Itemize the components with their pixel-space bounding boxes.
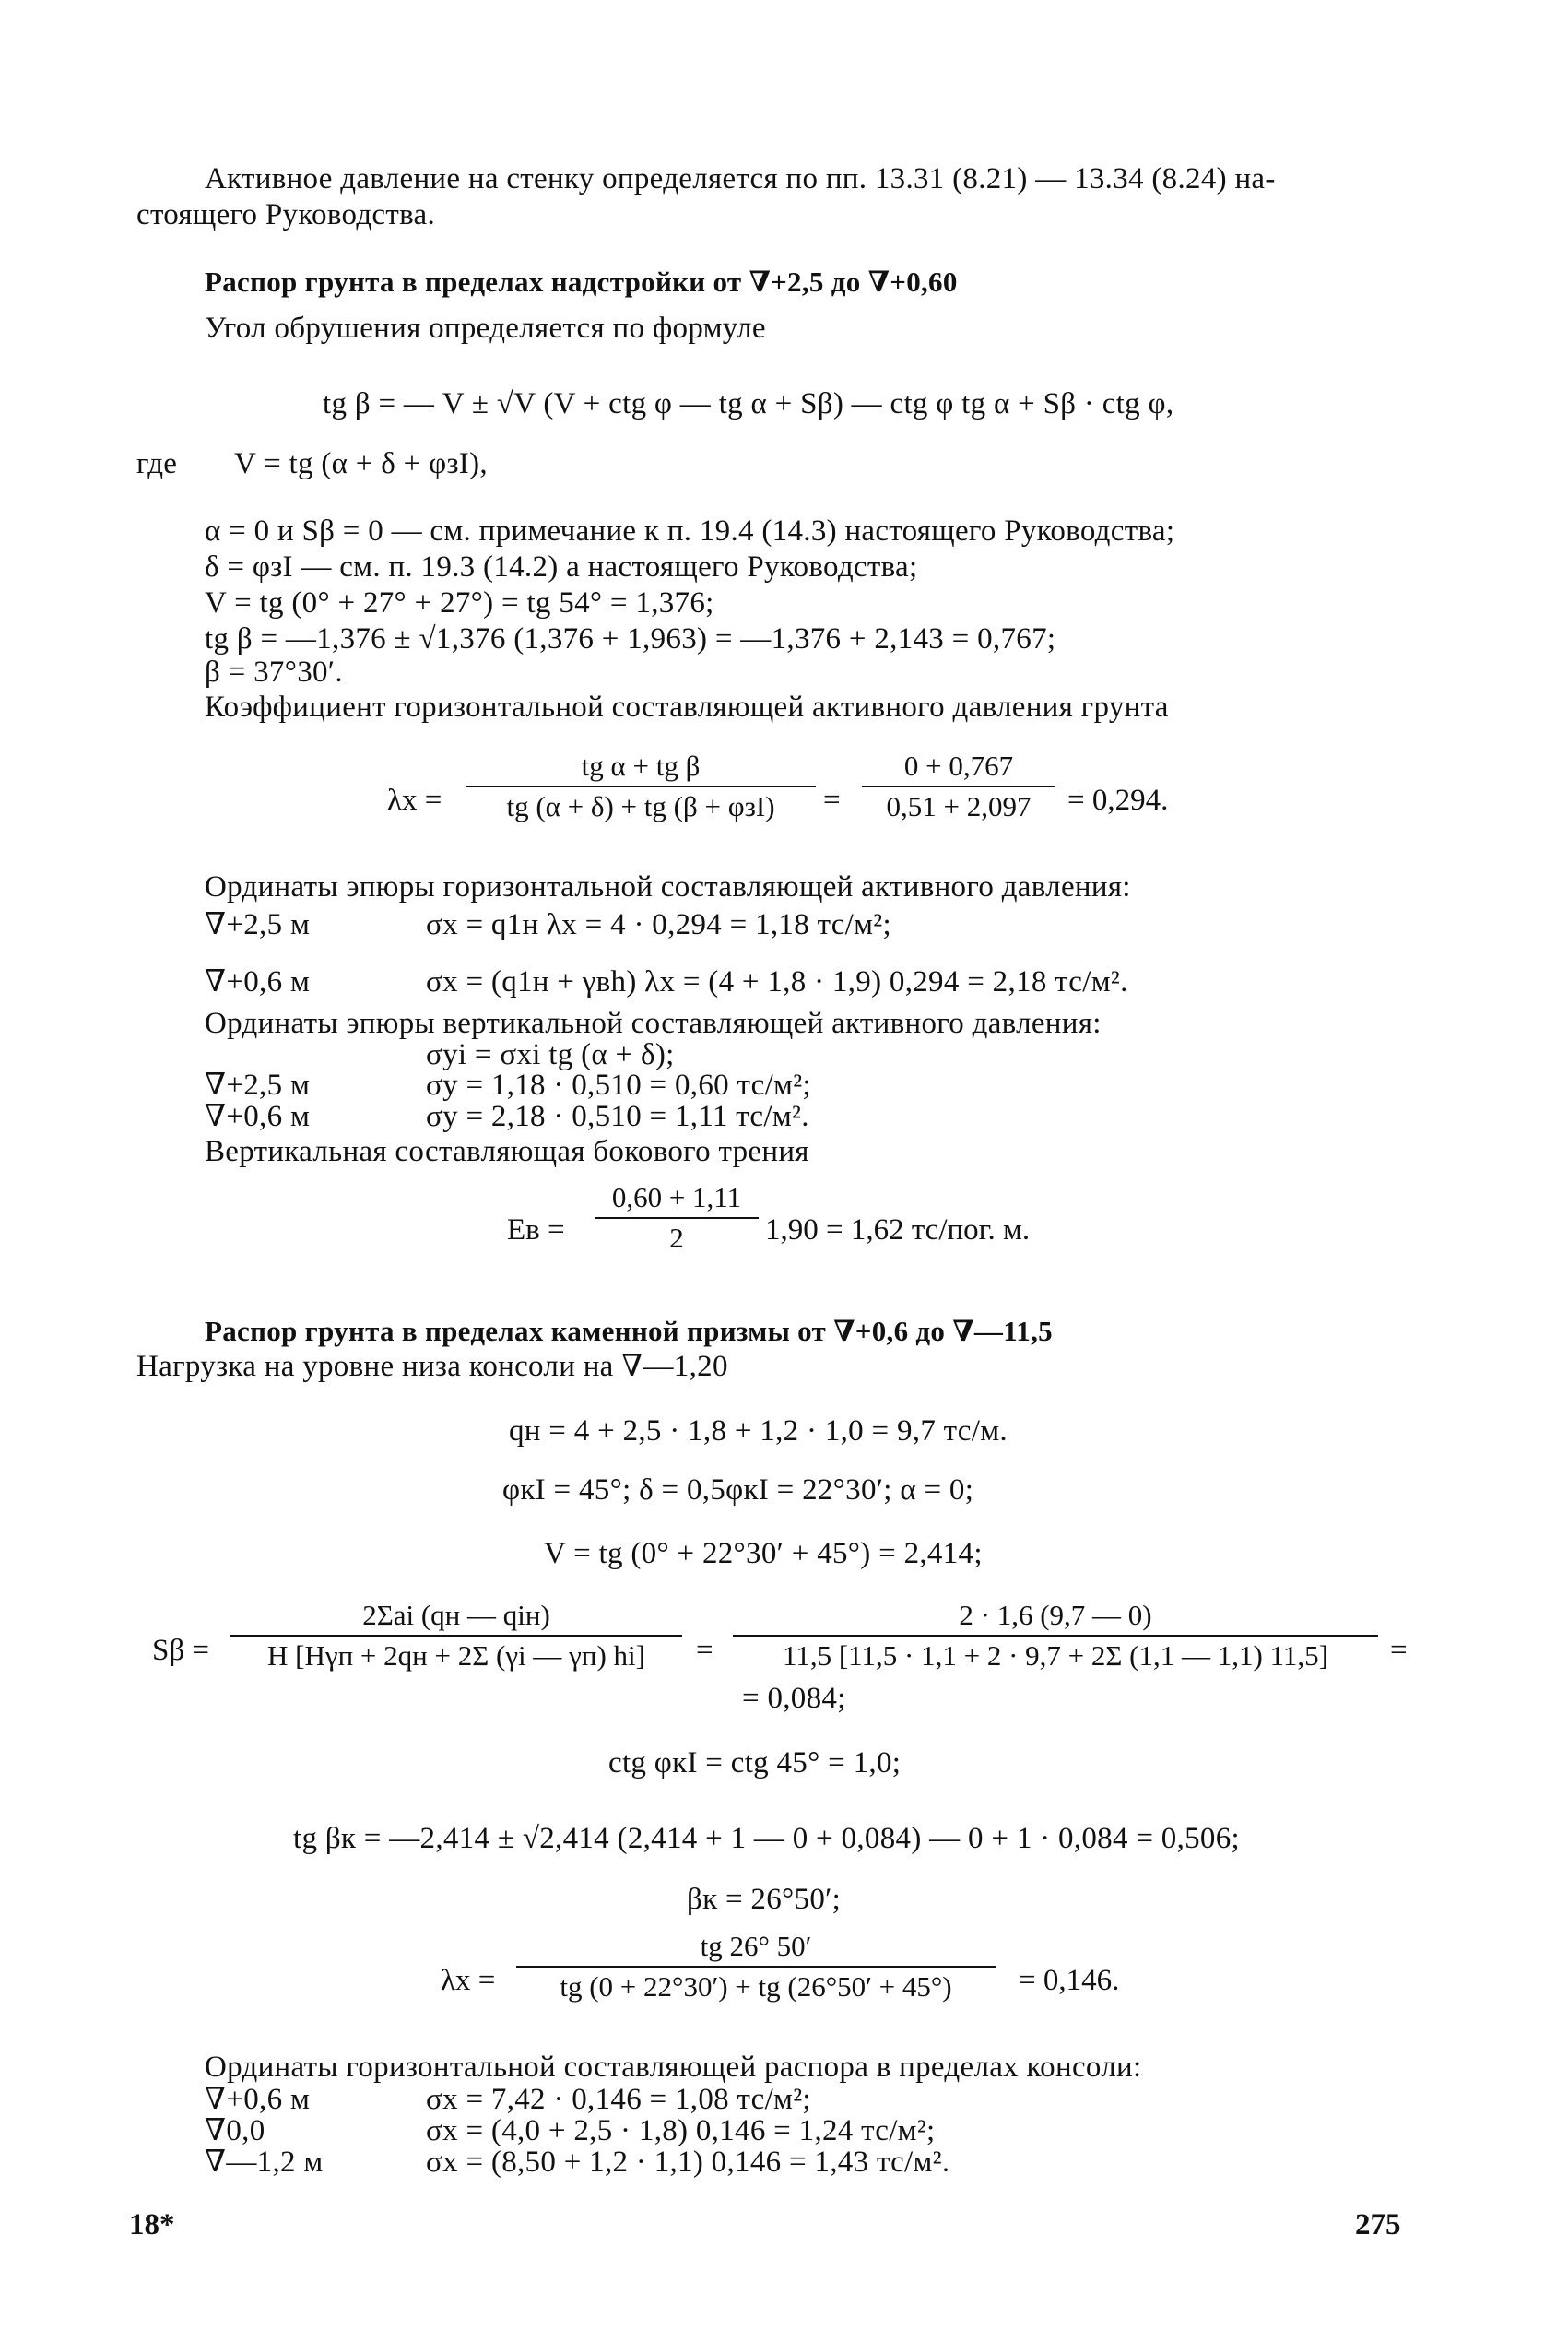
ord-level-2: ∇0,0 — [205, 2114, 265, 2147]
sb-fraction-2 — [733, 1598, 1378, 1673]
ord-v-level-1: ∇+2,5 м — [205, 1069, 311, 1102]
where-v: V = tg (α + δ + φзI), — [234, 447, 488, 480]
lambda2-den: tg (0 + 22°30′) + tg (26°50′ + 45°) — [560, 1970, 952, 2003]
ord-expr-3: σx = (8,50 + 1,2 · 1,1) 0,146 = 1,43 тс/м². — [426, 2146, 950, 2179]
line-alpha: α = 0 и Sβ = 0 — см. примечание к п. 19.4 (14.3) настоящего Руководства; — [205, 514, 1175, 548]
sb-den-1: H [Hγп + 2qн + 2Σ (γi — γп) hi] — [267, 1639, 645, 1672]
fraction-bar — [466, 786, 816, 787]
ctg-formula: ctg φкI = ctg 45° = 1,0; — [608, 1746, 902, 1779]
ord-v-expr-1: σy = 1,18 · 0,510 = 0,60 тс/м²; — [426, 1069, 811, 1102]
ord-h-level-1: ∇+2,5 м — [205, 908, 311, 941]
lambda-fraction-2 — [862, 749, 1055, 824]
page-number: 275 — [1355, 2208, 1401, 2241]
lambda2-fraction — [516, 1929, 996, 2004]
lambda2-result: = 0,146. — [1019, 1964, 1120, 1997]
sb-fraction-1 — [230, 1598, 682, 1673]
ord-h-intro: Ординаты эпюры горизонтальной составляющей активного давления: — [205, 870, 1131, 904]
ord-expr-2: σx = (4,0 + 2,5 · 1,8) 0,146 = 1,24 тс/м²; — [426, 2114, 936, 2147]
lambda-result: = 0,294. — [1067, 784, 1169, 817]
section-1-heading: Распор грунта в пределах надстройки от ∇+2,5 до ∇+0,60 — [205, 266, 958, 298]
line-tg-beta: tg β = —1,376 ± √1,376 (1,376 + 1,963) = —1,376 + 2,143 = 0,767; — [205, 622, 1056, 656]
lambda-num-2: 0 + 0,767 — [903, 750, 1014, 782]
lambda2-lhs: λx = — [441, 1964, 496, 1997]
fraction-bar — [733, 1635, 1378, 1637]
friction-intro: Вертикальная составляющая бокового трения — [205, 1135, 809, 1168]
lambda-fraction-1 — [466, 749, 816, 824]
sb-den-2: 11,5 [11,5 · 1,1 + 2 · 9,7 + 2Σ (1,1 — 1,1) 11,5] — [783, 1639, 1328, 1672]
ord-intro: Ординаты горизонтальной составляющей распора в пределах консоли: — [205, 2051, 1142, 2084]
ord-h-expr-1: σx = q1н λx = 4 · 0,294 = 1,18 тс/м²; — [426, 908, 891, 941]
ord-expr-1: σx = 7,42 · 0,146 = 1,08 тс/м²; — [426, 2083, 811, 2116]
lambda-den-2: 0,51 + 2,097 — [886, 790, 1032, 822]
where-label: где — [136, 447, 178, 480]
sb-eq: = — [696, 1634, 713, 1667]
sb-num-2: 2 · 1,6 (9,7 — 0) — [959, 1599, 1152, 1631]
sb-result: = 0,084; — [742, 1682, 846, 1715]
ev-den: 2 — [669, 1222, 684, 1254]
ord-v-expr-2: σy = 2,18 · 0,510 = 1,11 тс/м². — [426, 1100, 809, 1133]
ord-v-level-2: ∇+0,6 м — [205, 1100, 311, 1133]
intro-line-1: Активное давление на стенку определяется по пп. 13.31 (8.21) — 13.34 (8.24) на- — [205, 162, 1276, 195]
line-v: V = tg (0° + 27° + 27°) = tg 54° = 1,376; — [205, 586, 714, 620]
fraction-bar — [230, 1635, 682, 1637]
sb-num-1: 2Σai (qн — qiн) — [362, 1599, 550, 1631]
ord-h-level-2: ∇+0,6 м — [205, 965, 311, 999]
lambda-den-1: tg (α + δ) + tg (β + φзI) — [506, 790, 775, 822]
lambda-num-1: tg α + tg β — [581, 750, 701, 782]
fraction-bar — [862, 786, 1055, 787]
fraction-bar — [595, 1217, 759, 1219]
ord-h-expr-2: σx = (q1н + γвh) λx = (4 + 1,8 · 1,9) 0,294 = 2,18 тс/м². — [426, 965, 1128, 999]
lambda-lhs: λx = — [387, 784, 442, 817]
ev-num: 0,60 + 1,11 — [611, 1181, 742, 1213]
lambda-eq: = — [823, 784, 841, 817]
beta-k: βк = 26°50′; — [687, 1883, 842, 1916]
phi-formula: φкI = 45°; δ = 0,5φкI = 22°30′; α = 0; — [502, 1473, 974, 1507]
signature-mark: 18* — [129, 2208, 175, 2241]
ord-level-3: ∇—1,2 м — [205, 2146, 324, 2179]
lambda2-num: tg 26° 50′ — [700, 1930, 812, 1962]
ev-rest: 1,90 = 1,62 тс/пог. м. — [765, 1213, 1031, 1247]
ord-v-intro: Ординаты эпюры вертикальной составляющей активного давления: — [205, 1007, 1102, 1040]
v-formula: V = tg (0° + 22°30′ + 45°) = 2,414; — [544, 1537, 983, 1570]
ev-fraction — [595, 1180, 759, 1256]
sb-lhs: Sβ = — [152, 1634, 210, 1667]
ord-v-formula: σyi = σxi tg (α + δ); — [426, 1038, 675, 1071]
tg-beta-k: tg βк = —2,414 ± √2,414 (2,414 + 1 — 0 + 0,084) — 0 + 1 · 0,084 = 0,506; — [293, 1822, 1241, 1855]
fraction-bar — [516, 1966, 996, 1968]
sb-eq-2: = — [1390, 1634, 1408, 1667]
line-delta: δ = φзI — см. п. 19.3 (14.2) а настоящего Руководства; — [205, 550, 918, 584]
coef-intro: Коэффициент горизонтальной составляющей активного давления грунта — [205, 691, 1169, 724]
angle-intro: Угол обрушения определяется по формуле — [205, 312, 766, 345]
qn-formula: qн = 4 + 2,5 · 1,8 + 1,2 · 1,0 = 9,7 тс/м. — [509, 1414, 1008, 1448]
ev-lhs: Eв = — [507, 1213, 565, 1247]
line-beta: β = 37°30′. — [205, 656, 343, 689]
section-2-heading: Распор грунта в пределах каменной призмы от ∇+0,6 до ∇—11,5 — [205, 1315, 1053, 1347]
intro-line-2: стоящего Руководства. — [136, 198, 436, 231]
load-intro: Нагрузка на уровне низа консоли на ∇—1,20 — [136, 1350, 728, 1383]
formula-tg-beta: tg β = — V ± √V (V + ctg φ — tg α + Sβ) — ctg φ tg α + Sβ · ctg φ, — [323, 387, 1174, 420]
ord-level-1: ∇+0,6 м — [205, 2083, 311, 2116]
